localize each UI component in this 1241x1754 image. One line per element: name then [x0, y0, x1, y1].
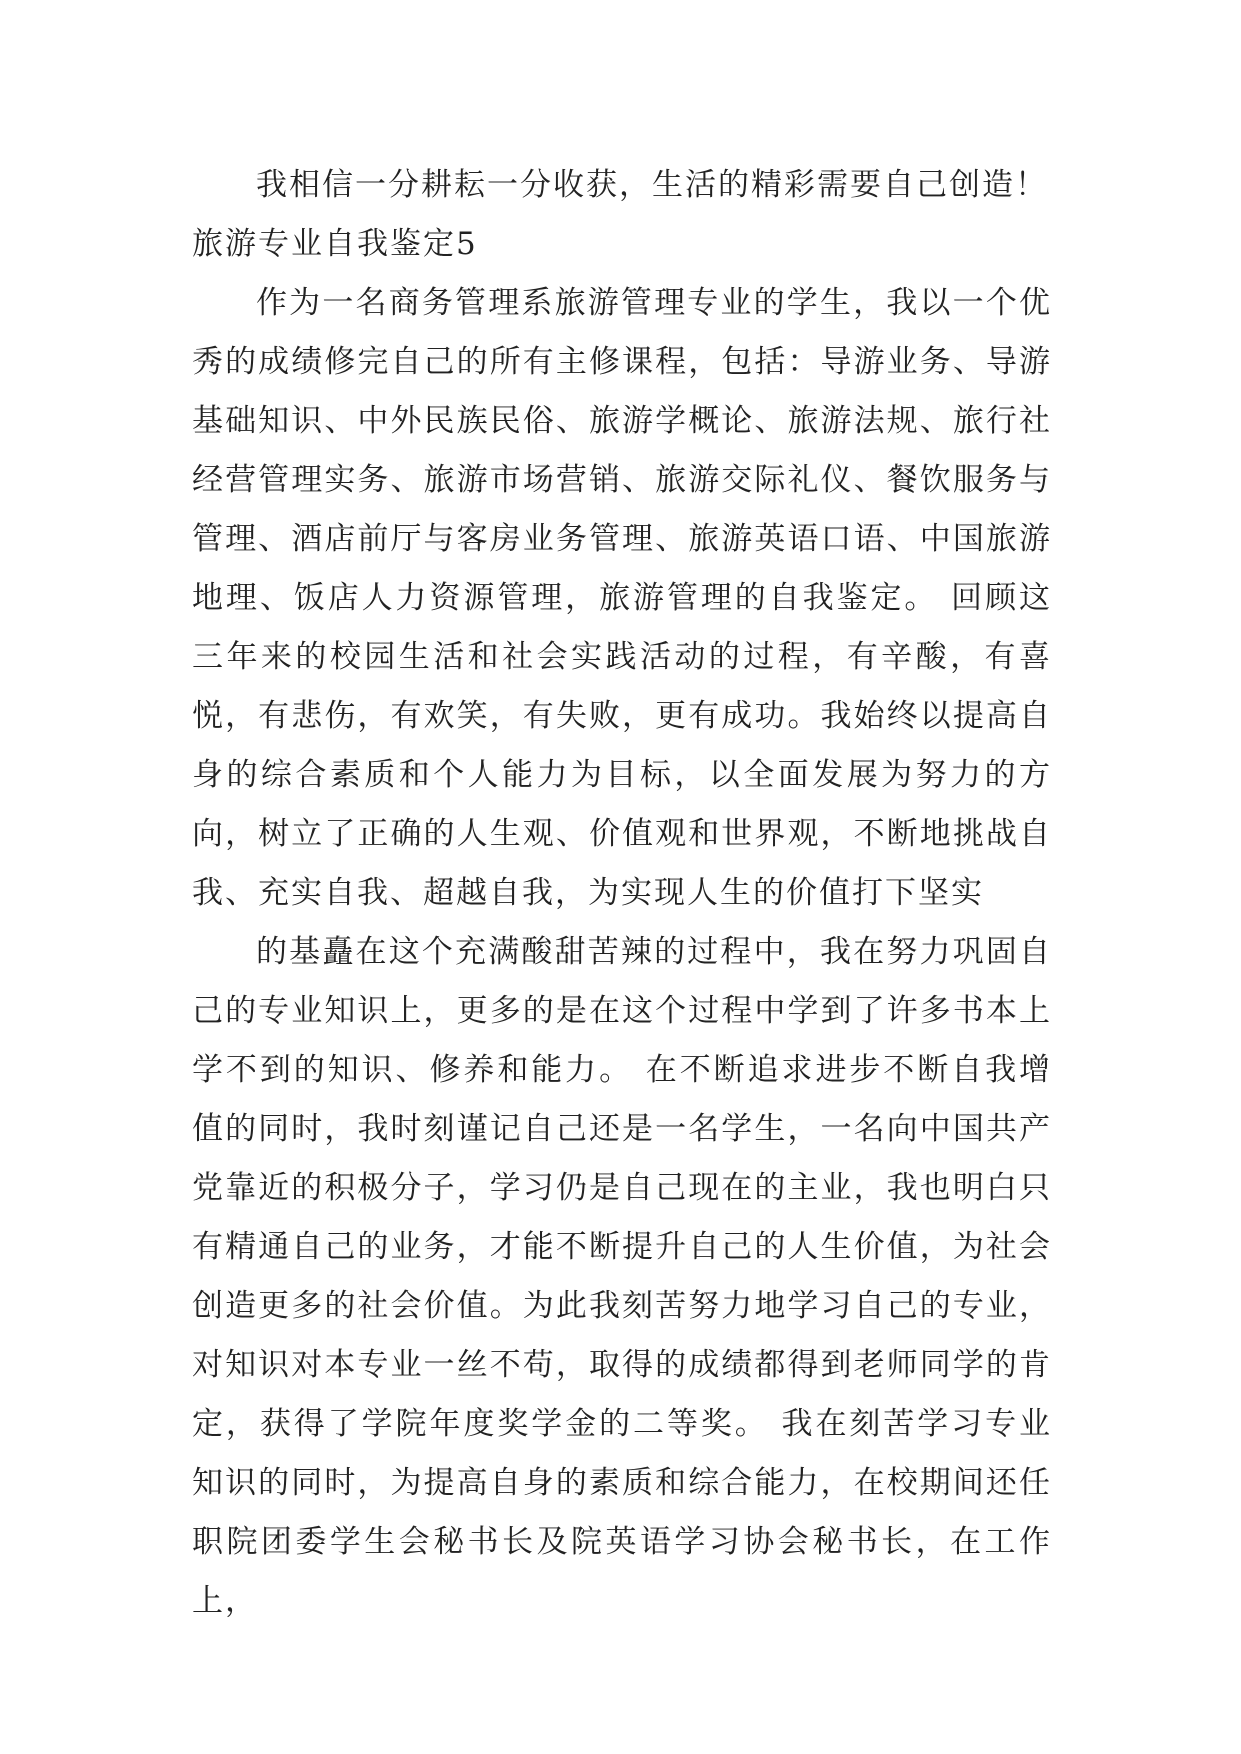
- section-heading: 旅游专业自我鉴定5: [192, 226, 478, 262]
- body-paragraph-2: 的基矗在这个充满酸甜苦辣的过程中，我在努力巩固自己的专业知识上，更多的是在这个过程中学到了许多书本上学不到的知识、修养和能力。 在不断追求进步不断自我增值的同时，我时刻谨记自己还是一名学生，一名向中国共产党靠近的积极分子，学习仍是自己现在的主业，我也明白只有精通自己的业务，才能不断提升自己的人生价值，为社会创造更多的社会价值。为此我刻苦努力地学习自己的专业，对知识对本专业一丝不苟，取得的成绩都得到老师同学的肯定，获得了学院年度奖学金的二等奖。 我在刻苦学习专业知识的同时，为提高自身的素质和综合能力，在校期间还任职院团委学生会秘书长及院英语学习协会秘书长，在工作上，: [192, 934, 1052, 1619]
- closing-paragraph: 我相信一分耕耘一分收获，生活的精彩需要自己创造！: [256, 167, 1048, 203]
- document-body: [192, 156, 1052, 1631]
- body-paragraph-1: 作为一名商务管理系旅游管理专业的学生，我以一个优秀的成绩修完自己的所有主修课程，包括：导游业务、导游基础知识、中外民族民俗、旅游学概论、旅游法规、旅行社经营管理实务、旅游市场营销、旅游交际礼仪、餐饮服务与管理、酒店前厅与客房业务管理、旅游英语口语、中国旅游地理、饭店人力资源管理，旅游管理的自我鉴定。 回顾这三年来的校园生活和社会实践活动的过程，有辛酸，有喜悦，有悲伤，有欢笑，有失败，更有成功。我始终以提高自身的综合素质和个人能力为目标，以全面发展为努力的方向，树立了正确的人生观、价值观和世界观，不断地挑战自我、充实自我、超越自我，为实现人生的价值打下坚实: [192, 285, 1052, 911]
